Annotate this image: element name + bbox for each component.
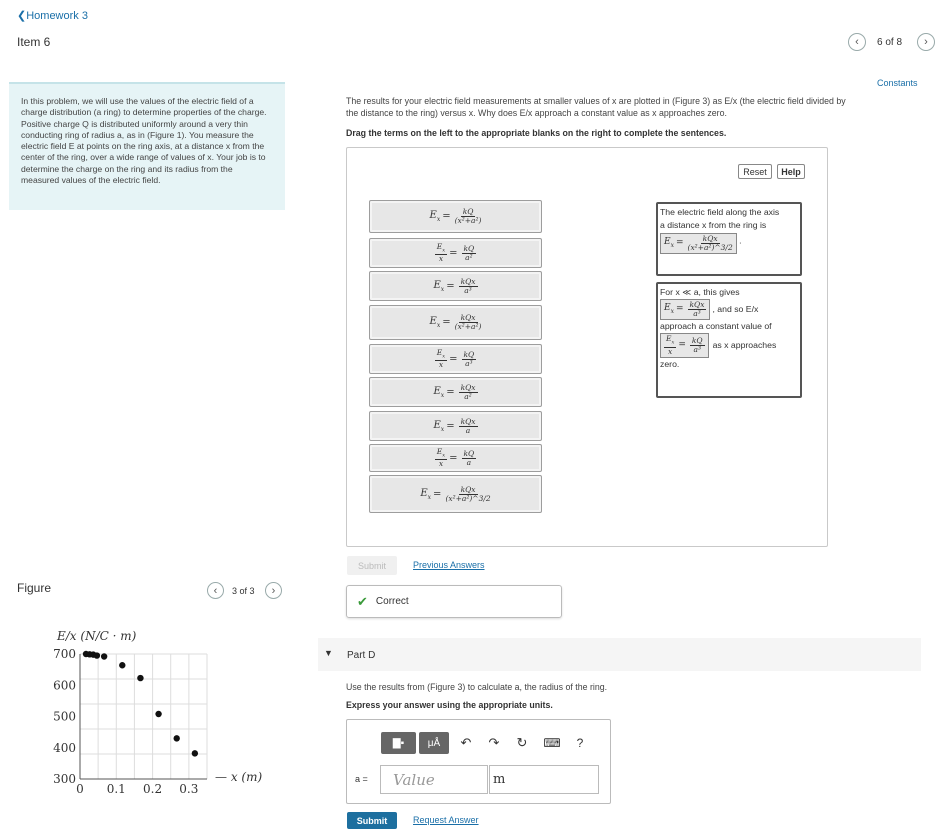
term-numerator: kQx bbox=[460, 276, 476, 286]
term-denominator: (x²+a²)^3/2 bbox=[445, 493, 491, 503]
check-icon: ✔ bbox=[357, 593, 368, 609]
figure-pager: 3 of 3 bbox=[232, 586, 255, 596]
submit-button[interactable]: Submit bbox=[347, 812, 397, 829]
data-point bbox=[94, 652, 100, 658]
units-button[interactable]: μÅ bbox=[419, 732, 449, 754]
drop-slot-3[interactable]: $\frac{E_x}{x}$ = $\frac{kQ}{\text{a³}}$ bbox=[660, 333, 709, 358]
draggable-term[interactable]: $E_x$ = $\frac{\text{kQx}}{\text{a²}}$ bbox=[369, 377, 542, 407]
keyboard-icon: ⌨ bbox=[543, 736, 561, 750]
templates-button[interactable] bbox=[381, 732, 416, 754]
undo-button[interactable] bbox=[457, 732, 475, 754]
question-line-2: the distance to the ring) versus x. Why does E/x approach a constant value as x approaches zero. bbox=[346, 108, 727, 118]
chevron-left-icon: ‹ bbox=[855, 36, 859, 48]
target-sentence-2 bbox=[656, 282, 802, 398]
x-tick-label: 0.2 bbox=[143, 782, 163, 796]
drop-slot-1-num: kQx bbox=[702, 234, 718, 243]
x-tick-label: 0 bbox=[76, 782, 84, 796]
drag-instruction: Drag the terms on the left to the appropriate blanks on the right to complete the sentences. bbox=[346, 128, 727, 138]
drop-slot-2-num: kQx bbox=[689, 300, 705, 309]
drag-drop-area bbox=[346, 147, 828, 547]
chevron-left-icon: ‹ bbox=[213, 584, 218, 597]
target2-mid: , and so E/x bbox=[712, 304, 759, 314]
part-d-prompt: Use the results from (Figure 3) to calculate a, the radius of the ring. bbox=[346, 682, 608, 692]
part-d-header[interactable] bbox=[318, 638, 921, 671]
term-denominator: (x²+a²) bbox=[454, 322, 482, 331]
keyboard-button[interactable] bbox=[541, 732, 563, 754]
value-input[interactable] bbox=[380, 765, 488, 794]
term-numerator: kQx bbox=[460, 313, 476, 322]
target1-line1: The electric field along the axis bbox=[660, 207, 780, 217]
item-title: Item 6 bbox=[17, 35, 51, 49]
back-link[interactable]: ❮Homework 3 bbox=[17, 10, 88, 22]
next-figure-button[interactable] bbox=[265, 582, 282, 599]
y-tick-label: 400 bbox=[53, 740, 76, 755]
data-point bbox=[119, 662, 125, 668]
chevron-left-icon: ❮ bbox=[17, 10, 27, 22]
reset-button[interactable]: Reset bbox=[738, 164, 772, 179]
help-button[interactable]: Help bbox=[777, 164, 805, 179]
question-line-1: The results for your electric field measurements at smaller values of x are plotted in (Figure 3) as E/x (the electric field divided by bbox=[346, 96, 846, 106]
caret-down-icon: ▼ bbox=[324, 648, 333, 658]
figure-chart bbox=[0, 620, 300, 829]
term-numerator: kQ bbox=[463, 243, 475, 253]
reset-icon: ↻ bbox=[516, 735, 528, 750]
request-answer-link[interactable]: Request Answer bbox=[413, 815, 479, 825]
question-text bbox=[346, 95, 916, 119]
term-denominator: a² bbox=[465, 252, 473, 262]
draggable-term[interactable]: $E_x$ = $\frac{\text{kQx}}{\text{a³}}$ bbox=[369, 271, 542, 301]
term-numerator: kQx bbox=[460, 416, 476, 426]
x-tick-label: 0.3 bbox=[179, 782, 199, 796]
drop-slot-2[interactable]: $E_x$ = $\frac{\text{kQx}}{\text{a³}}$ bbox=[660, 299, 710, 320]
data-point bbox=[192, 750, 198, 756]
answer-box bbox=[346, 719, 611, 804]
previous-answers-link[interactable]: Previous Answers bbox=[413, 560, 485, 570]
term-denominator: a² bbox=[464, 391, 472, 401]
draggable-term[interactable]: $E_x$ = $\frac{kQ}{\text{(x²+a²)}}$ bbox=[369, 200, 542, 233]
drop-slot-1[interactable]: $E_x$ = $\frac{\text{kQx}}{\text{(x²+a²)\textasciicircum{}3/2}}$ bbox=[660, 233, 737, 254]
drop-slot-1-den: (x²+a²)^3/2 bbox=[687, 243, 733, 252]
term-numerator: kQx bbox=[460, 484, 476, 494]
templates-icon: ▇▪ bbox=[392, 737, 405, 749]
next-item-button[interactable] bbox=[917, 33, 935, 51]
data-point bbox=[101, 653, 107, 659]
prev-figure-button[interactable] bbox=[207, 582, 224, 599]
figure-label: Figure bbox=[17, 581, 52, 595]
y-tick-label: 300 bbox=[53, 772, 76, 786]
term-denominator: a³ bbox=[465, 358, 473, 368]
chevron-right-icon: › bbox=[271, 584, 276, 597]
target2-line5: zero. bbox=[660, 358, 680, 369]
y-tick-label: 500 bbox=[53, 709, 76, 724]
part-d-title: Part D bbox=[347, 650, 376, 661]
draggable-term[interactable]: $E_x$ = $\frac{\text{kQx}}{a}$ bbox=[369, 411, 542, 441]
help-answer-button[interactable]: ? bbox=[576, 736, 584, 750]
y-tick-label: 700 bbox=[53, 647, 76, 661]
term-denominator: (x²+a²) bbox=[454, 216, 482, 225]
target-sentence-1: The electric field along the axis a distance x from the ring is $E_x$ = $\frac{\text{kQx}}{\text{(x²+a²)\textasciicircum{}3/2}}$ . bbox=[656, 202, 802, 276]
term-numerator: kQ bbox=[463, 349, 475, 359]
term-denominator: a bbox=[465, 425, 471, 435]
drop-slot-3-num: kQ bbox=[691, 335, 703, 345]
x-tick-label: 0.1 bbox=[106, 782, 126, 796]
data-point bbox=[155, 711, 161, 717]
term-numerator: kQx bbox=[460, 382, 476, 392]
target2-line3: approach a constant value of bbox=[660, 321, 772, 331]
target2-after: as x approaches bbox=[712, 339, 777, 350]
x-axis-label: — x (m) bbox=[215, 770, 263, 784]
constants-link[interactable]: Constants bbox=[877, 78, 918, 88]
draggable-term[interactable]: $\frac{E_x}{x}$ = $\frac{kQ}{\text{a³}}$ bbox=[369, 344, 542, 374]
drop-slot-2-den: a³ bbox=[693, 309, 701, 318]
value-placeholder: Value bbox=[393, 770, 435, 789]
intro-text: In this problem, we will use the values of the electric field of a charge distribution (a ring) to determine properties of the charge. Positive charge Q is distributed uniformly around a very thin conducting ring of radius a, as in (Figure 1). You measure the electric field E at points on the ring axis, at a distance x from the center of the ring, over a wide range of values of x. Your job is to determine the charge on the ring and its radius from the measured values of the electric field. bbox=[21, 96, 267, 186]
y-tick-label: 600 bbox=[53, 678, 76, 693]
target1-line2: a distance x from the ring is bbox=[660, 220, 767, 230]
draggable-term[interactable]: $\frac{E_x}{x}$ = $\frac{kQ}{a}$ bbox=[369, 444, 542, 472]
answer-label: a = bbox=[355, 774, 368, 784]
feedback-text: Correct bbox=[375, 596, 409, 607]
redo-button[interactable] bbox=[485, 732, 503, 754]
intro-panel bbox=[9, 82, 285, 210]
term-denominator: a³ bbox=[464, 285, 472, 295]
term-numerator: kQ bbox=[463, 448, 475, 458]
drop-slot-3-den: a³ bbox=[693, 344, 701, 354]
submit-button-disabled: Submit bbox=[347, 556, 397, 575]
feedback-correct bbox=[346, 585, 562, 618]
prev-item-button[interactable] bbox=[848, 33, 866, 51]
chevron-right-icon: › bbox=[924, 36, 928, 48]
target2-line1: For x ≪ a, this gives bbox=[660, 287, 740, 297]
data-point bbox=[174, 735, 180, 741]
redo-icon: ↷ bbox=[488, 735, 500, 750]
draggable-term[interactable]: $E_x$ = $\frac{\text{kQx}}{\text{(x²+a²)}}$ bbox=[369, 305, 542, 340]
unit-input[interactable]: m bbox=[489, 765, 599, 794]
draggable-term[interactable]: $E_x$ = $\frac{\text{kQx}}{\text{(x²+a²)\textasciicircum{}3/2}}$ bbox=[369, 475, 542, 513]
data-point bbox=[137, 675, 143, 681]
undo-icon: ↶ bbox=[460, 735, 472, 750]
item-pager: 6 of 8 bbox=[877, 37, 903, 48]
term-numerator: kQ bbox=[462, 207, 474, 216]
term-denominator: a bbox=[466, 457, 472, 467]
reset-expression-button[interactable] bbox=[513, 732, 531, 754]
y-axis-label: E/x (N/C · m) bbox=[57, 629, 137, 643]
part-d-instruction: Express your answer using the appropriate units. bbox=[346, 700, 553, 710]
draggable-term[interactable]: $\frac{E_x}{x}$ = $\frac{kQ}{\text{a²}}$ bbox=[369, 238, 542, 268]
